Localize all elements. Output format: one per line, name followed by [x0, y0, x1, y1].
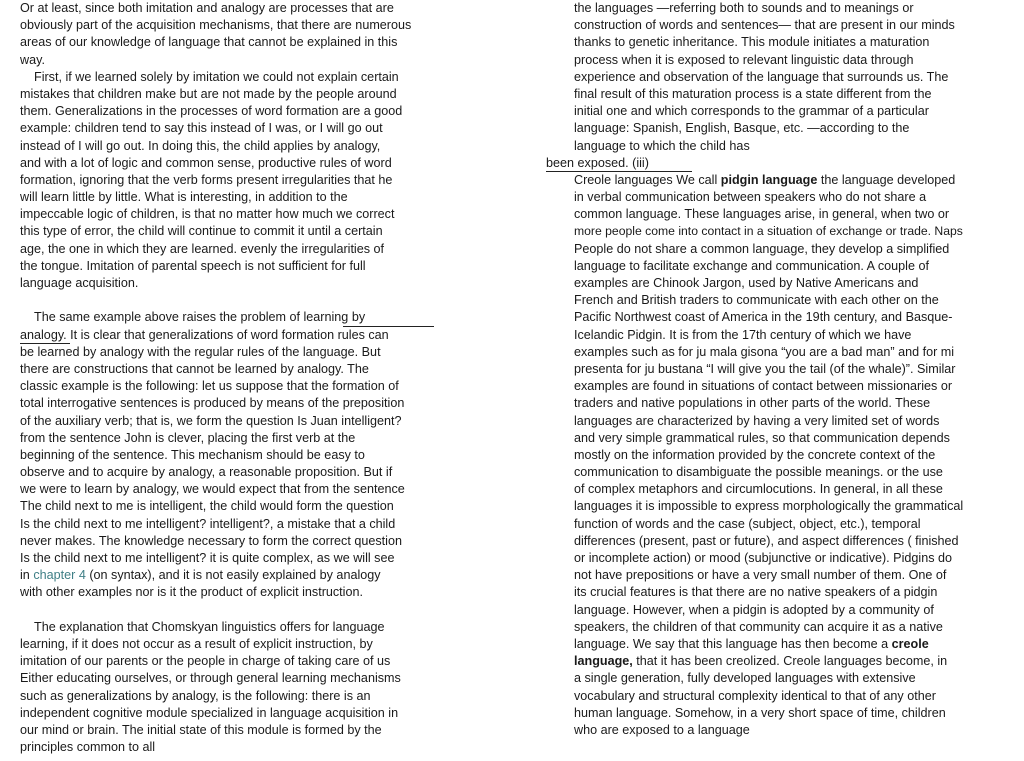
text-line: of complex metaphors and circumlocutions. In general, in all these	[574, 482, 943, 497]
text-line	[20, 567, 450, 584]
text-line: with other examples nor is it the product of explicit instruction.	[20, 585, 363, 600]
chapter-4-link[interactable]: chapter 4	[33, 568, 86, 583]
text-segment: the language developed	[817, 172, 956, 187]
text-line: languages are characterized by having a very limited set of words	[574, 413, 940, 428]
text-line: total interrogative sentences is produced by means of the preposition	[20, 396, 405, 411]
text-line: French and British traders to communicate with each other on the	[574, 293, 939, 308]
text-segment: (on syntax), and it is not easily explained by analogy	[85, 568, 381, 583]
text-line: The explanation that Chomskyan linguistics offers for language	[34, 619, 385, 634]
text-line: we were to learn by analogy, we would expect that from the sentence	[20, 482, 405, 497]
underline-rule	[546, 171, 692, 172]
text-line: not have prepositions or have a very small number of them. One of	[574, 568, 947, 583]
text-line: beginning of the sentence. This mechanism should be easy to	[20, 447, 365, 462]
text-line: Pacific Northwest coast of America in the 19th century, and Basque-	[574, 310, 953, 325]
text-line: and very simple grammatical rules, so that communication depends	[574, 430, 950, 445]
text-line: instead of I will go out. In doing this, the child applies by analogy,	[20, 138, 381, 153]
text-line: observe and to acquire by analogy, a reasonable proposition. But if	[20, 465, 393, 480]
text-line: common language. These languages arise, in general, when two or	[574, 207, 950, 222]
text-line: example: children tend to say this instead of I was, or I will go out	[20, 121, 383, 136]
text-line: Either educating ourselves, or through general learning mechanisms	[20, 671, 401, 686]
text-line: First, if we learned solely by imitation we could not explain certain	[34, 69, 399, 84]
right-column	[546, 0, 1022, 739]
text-line	[546, 653, 1022, 670]
text-line: independent cognitive module specialized in language acquisition in	[20, 705, 399, 720]
text-line: examples are found in situations of contact between missionaries or	[574, 379, 953, 394]
text-line: imitation of our parents or the people in charge of taking care of us	[20, 654, 391, 669]
term-creole: creole	[891, 636, 929, 651]
underline-rule	[20, 343, 70, 344]
underline-rule	[343, 326, 434, 327]
text-line: more people come into contact in a situation of exchange or trade. Naps	[574, 224, 963, 239]
text-line: be learned by analogy with the regular rules of the language. But	[20, 344, 381, 359]
paragraph-gap	[20, 602, 450, 619]
text-line: this type of error, the child will continue to commit it until a certain	[20, 224, 383, 239]
text-line: Is the child next to me intelligent? intelligent?, a mistake that a child	[20, 516, 396, 531]
text-line: analogy. It is clear that generalizations of word formation rules can	[20, 327, 389, 342]
text-line	[546, 636, 1022, 653]
text-line: communication to disambiguate the possible meanings. or the use	[574, 465, 943, 480]
text-line: or incomplete action) or mood (subjunctive or indicative). Pidgins do	[574, 551, 952, 565]
text-line: language to facilitate exchange and communication. A couple of	[574, 258, 929, 273]
text-line: age, the one in which they are learned. evenly the irregularities of	[20, 241, 385, 256]
text-line: in verbal communication between speakers who do not share a	[574, 190, 927, 205]
text-line: our mind or brain. The initial state of this module is formed by the	[20, 722, 382, 737]
text-line: thanks to genetic inheritance. This module initiates a maturation	[574, 35, 930, 50]
text-line: language. However, when a pidgin is adopted by a community of	[574, 602, 934, 617]
text-line: mistakes that children make but are not made by the people around	[20, 86, 397, 101]
text-line: examples such as for ju mala gisona “you are a bad man” and for mi	[574, 344, 955, 359]
term-language: language,	[574, 654, 633, 669]
text-line: languages it is impossible to express morphologically the grammatical	[574, 499, 964, 514]
text-line: been exposed. (iii)	[546, 155, 649, 170]
text-line: the languages —referring both to sounds and to meanings or	[574, 1, 914, 15]
text-line: there are constructions that cannot be learned by analogy. The	[20, 361, 369, 376]
text-line: speakers, the children of that community can acquire it as a native	[574, 619, 943, 634]
text-line: human language. Somehow, in a very short space of time, children	[574, 705, 946, 720]
text-line: vocabulary and structural complexity identical to that of any other	[574, 688, 936, 703]
text-line: experience and observation of the language that surrounds us. The	[574, 69, 949, 84]
text-line: language: Spanish, English, Basque, etc. —according to the	[574, 121, 910, 136]
text-line: areas of our knowledge of language that cannot be explained in this	[20, 35, 398, 50]
term-pidgin-language: pidgin language	[720, 172, 818, 187]
text-line: will learn little by little. What is interesting, in addition to the	[20, 190, 348, 205]
text-line: its crucial features is that there are no native speakers of a pidgin	[574, 585, 938, 600]
text-line: and with a lot of logic and common sense, productive rules of word	[20, 155, 392, 170]
text-line: Is the child next to me intelligent? it is quite complex, as we will see	[20, 551, 395, 565]
text-line: process when it is exposed to relevant linguistic data through	[574, 52, 914, 67]
text-line: never makes. The knowledge necessary to form the correct question	[20, 533, 402, 548]
text-segment: that it has been creolized. Creole languages become, in	[632, 654, 948, 669]
left-column	[20, 0, 450, 756]
text-line: Icelandic Pidgin. It is from the 17th century of which we have	[574, 327, 912, 342]
text-line: mostly on the information provided by the concrete context of the	[574, 447, 936, 462]
text-line: obviously part of the acquisition mechanisms, that there are numerous	[20, 18, 412, 33]
text-line: from the sentence John is clever, placing the first verb at the	[20, 430, 356, 445]
text-segment: language. We say that this language has then become a	[574, 636, 892, 651]
text-line: way.	[20, 52, 45, 67]
text-line: learning, if it does not occur as a result of explicit instruction, by	[20, 636, 373, 651]
text-line	[546, 172, 1022, 189]
text-line: People do not share a common language, they develop a simplified	[574, 241, 950, 256]
text-line: language to which the child has	[574, 138, 750, 153]
text-line: them. Generalizations in the processes of word formation are a good	[20, 104, 403, 119]
text-segment: Creole languages We call	[574, 172, 721, 187]
text-line: classic example is the following: let us suppose that the formation of	[20, 379, 399, 394]
text-line: such as generalizations by analogy, is the following: there is an	[20, 688, 371, 703]
text-line: function of words and the case (subject, object, etc.), temporal	[574, 516, 921, 531]
text-line: traders and native populations in other parts of the world. These	[574, 396, 931, 411]
text-line: who are exposed to a language	[574, 722, 750, 737]
text-line: language acquisition.	[20, 276, 139, 290]
text-line: principles common to all	[20, 740, 156, 755]
text-line: initial one and which corresponds to the grammar of a particular	[574, 104, 929, 119]
paragraph-gap	[20, 292, 450, 309]
text-segment: in	[20, 568, 34, 583]
text-line: examples are Chinook Jargon, used by Native Americans and	[574, 276, 919, 290]
text-line: differences (present, past or future), and aspect differences ( finished	[574, 533, 959, 548]
text-line: presenta for ju bustana “I will give you the tail (of the whale)”. Similar	[574, 361, 956, 376]
text-line: final result of this maturation process is a state different from the	[574, 86, 932, 101]
text-line: impeccable logic of children, is that no matter how much we correct	[20, 207, 395, 222]
text-line: a single generation, fully developed languages with extensive	[574, 671, 916, 686]
text-line: The same example above raises the problem of learning by	[34, 310, 366, 325]
text-line: the tongue. Imitation of parental speech is not sufficient for full	[20, 258, 366, 273]
text-line: The child next to me is intelligent, the child would form the question	[20, 499, 394, 514]
text-line: Or at least, since both imitation and analogy are processes that are	[20, 1, 394, 15]
text-line: of the auxiliary verb; that is, we form the question Is Juan intelligent?	[20, 413, 402, 428]
text-line: construction of words and sentences— that are present in our minds	[574, 18, 955, 33]
text-line: formation, ignoring that the verb forms present irregularities that he	[20, 172, 393, 187]
